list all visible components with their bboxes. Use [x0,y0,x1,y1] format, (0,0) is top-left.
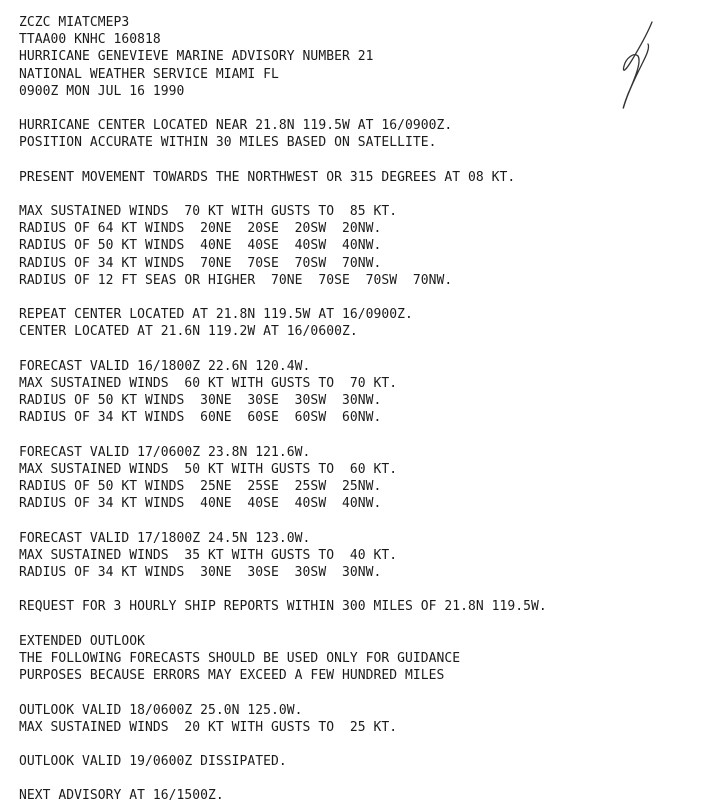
handwritten-mark [612,18,662,114]
forecast-2-radius-34kt: RADIUS OF 34 KT WINDS 40NE 40SE 40SW 40NW. [19,496,382,512]
advisory-text [19,14,709,805]
forecast-2-valid: FORECAST VALID 17/0600Z 23.8N 121.6W. [19,444,311,460]
previous-center: CENTER LOCATED AT 21.6N 119.2W AT 16/0600Z. [19,324,358,340]
position-accuracy: POSITION ACCURATE WITHIN 30 MILES BASED ON SATELLITE. [19,135,437,151]
forecast-3-radius-34kt: RADIUS OF 34 KT WINDS 30NE 30SE 30SW 30NW. [19,565,382,580]
max-sustained-winds: MAX SUSTAINED WINDS 70 KT WITH GUSTS TO 85 KT. [19,204,398,220]
issuing-office: NATIONAL WEATHER SERVICE MIAMI FL [19,66,279,82]
next-advisory: NEXT ADVISORY AT 16/1500Z. [19,788,224,804]
extended-outlook-note-2: PURPOSES BECAUSE ERRORS MAY EXCEED A FEW HUNDRED MILES [19,668,445,684]
forecast-2-winds: MAX SUSTAINED WINDS 50 KT WITH GUSTS TO 60 KT. [19,461,398,477]
header-line-1: ZCZC MIATCMEP3 [19,15,130,30]
extended-outlook-title: EXTENDED OUTLOOK [19,633,146,649]
forecast-3-winds: MAX SUSTAINED WINDS 35 KT WITH GUSTS TO 40 KT. [19,547,398,563]
center-location: HURRICANE CENTER LOCATED NEAR 21.8N 119.5W AT 16/0900Z. [19,118,453,134]
outlook-2-valid: OUTLOOK VALID 19/0600Z DISSIPATED. [19,754,287,770]
radius-64kt: RADIUS OF 64 KT WINDS 20NE 20SE 20SW 20NW. [19,221,382,237]
extended-outlook-note-1: THE FOLLOWING FORECASTS SHOULD BE USED ONLY FOR GUIDANCE [19,650,461,666]
forecast-1-valid: FORECAST VALID 16/1800Z 22.6N 120.4W. [19,358,311,374]
forecast-1-radius-50kt: RADIUS OF 50 KT WINDS 30NE 30SE 30SW 30NW. [19,393,382,409]
header-line-2: TTAA00 KNHC 160818 [19,32,161,48]
forecast-2-radius-50kt: RADIUS OF 50 KT WINDS 25NE 25SE 25SW 25NW. [19,479,382,495]
forecast-1-winds: MAX SUSTAINED WINDS 60 KT WITH GUSTS TO 70 KT. [19,375,398,391]
outlook-1-valid: OUTLOOK VALID 18/0600Z 25.0N 125.0W. [19,702,303,718]
repeat-center: REPEAT CENTER LOCATED AT 21.8N 119.5W AT 16/0900Z. [19,307,413,323]
radius-34kt: RADIUS OF 34 KT WINDS 70NE 70SE 70SW 70NW. [19,255,382,271]
advisory-title: HURRICANE GENEVIEVE MARINE ADVISORY NUMBER 21 [19,49,374,65]
ship-report-request: REQUEST FOR 3 HOURLY SHIP REPORTS WITHIN 300 MILES OF 21.8N 119.5W. [19,599,547,615]
outlook-1-winds: MAX SUSTAINED WINDS 20 KT WITH GUSTS TO 25 KT. [19,719,398,735]
radius-50kt: RADIUS OF 50 KT WINDS 40NE 40SE 40SW 40NW. [19,238,382,254]
radius-12ft-seas: RADIUS OF 12 FT SEAS OR HIGHER 70NE 70SE 70SW 70NW. [19,272,453,288]
forecast-1-radius-34kt: RADIUS OF 34 KT WINDS 60NE 60SE 60SW 60NW. [19,410,382,426]
forecast-3-valid: FORECAST VALID 17/1800Z 24.5N 123.0W. [19,530,311,546]
present-movement: PRESENT MOVEMENT TOWARDS THE NORTHWEST OR 315 DEGREES AT 08 KT. [19,169,516,185]
issue-time: 0900Z MON JUL 16 1990 [19,83,185,99]
